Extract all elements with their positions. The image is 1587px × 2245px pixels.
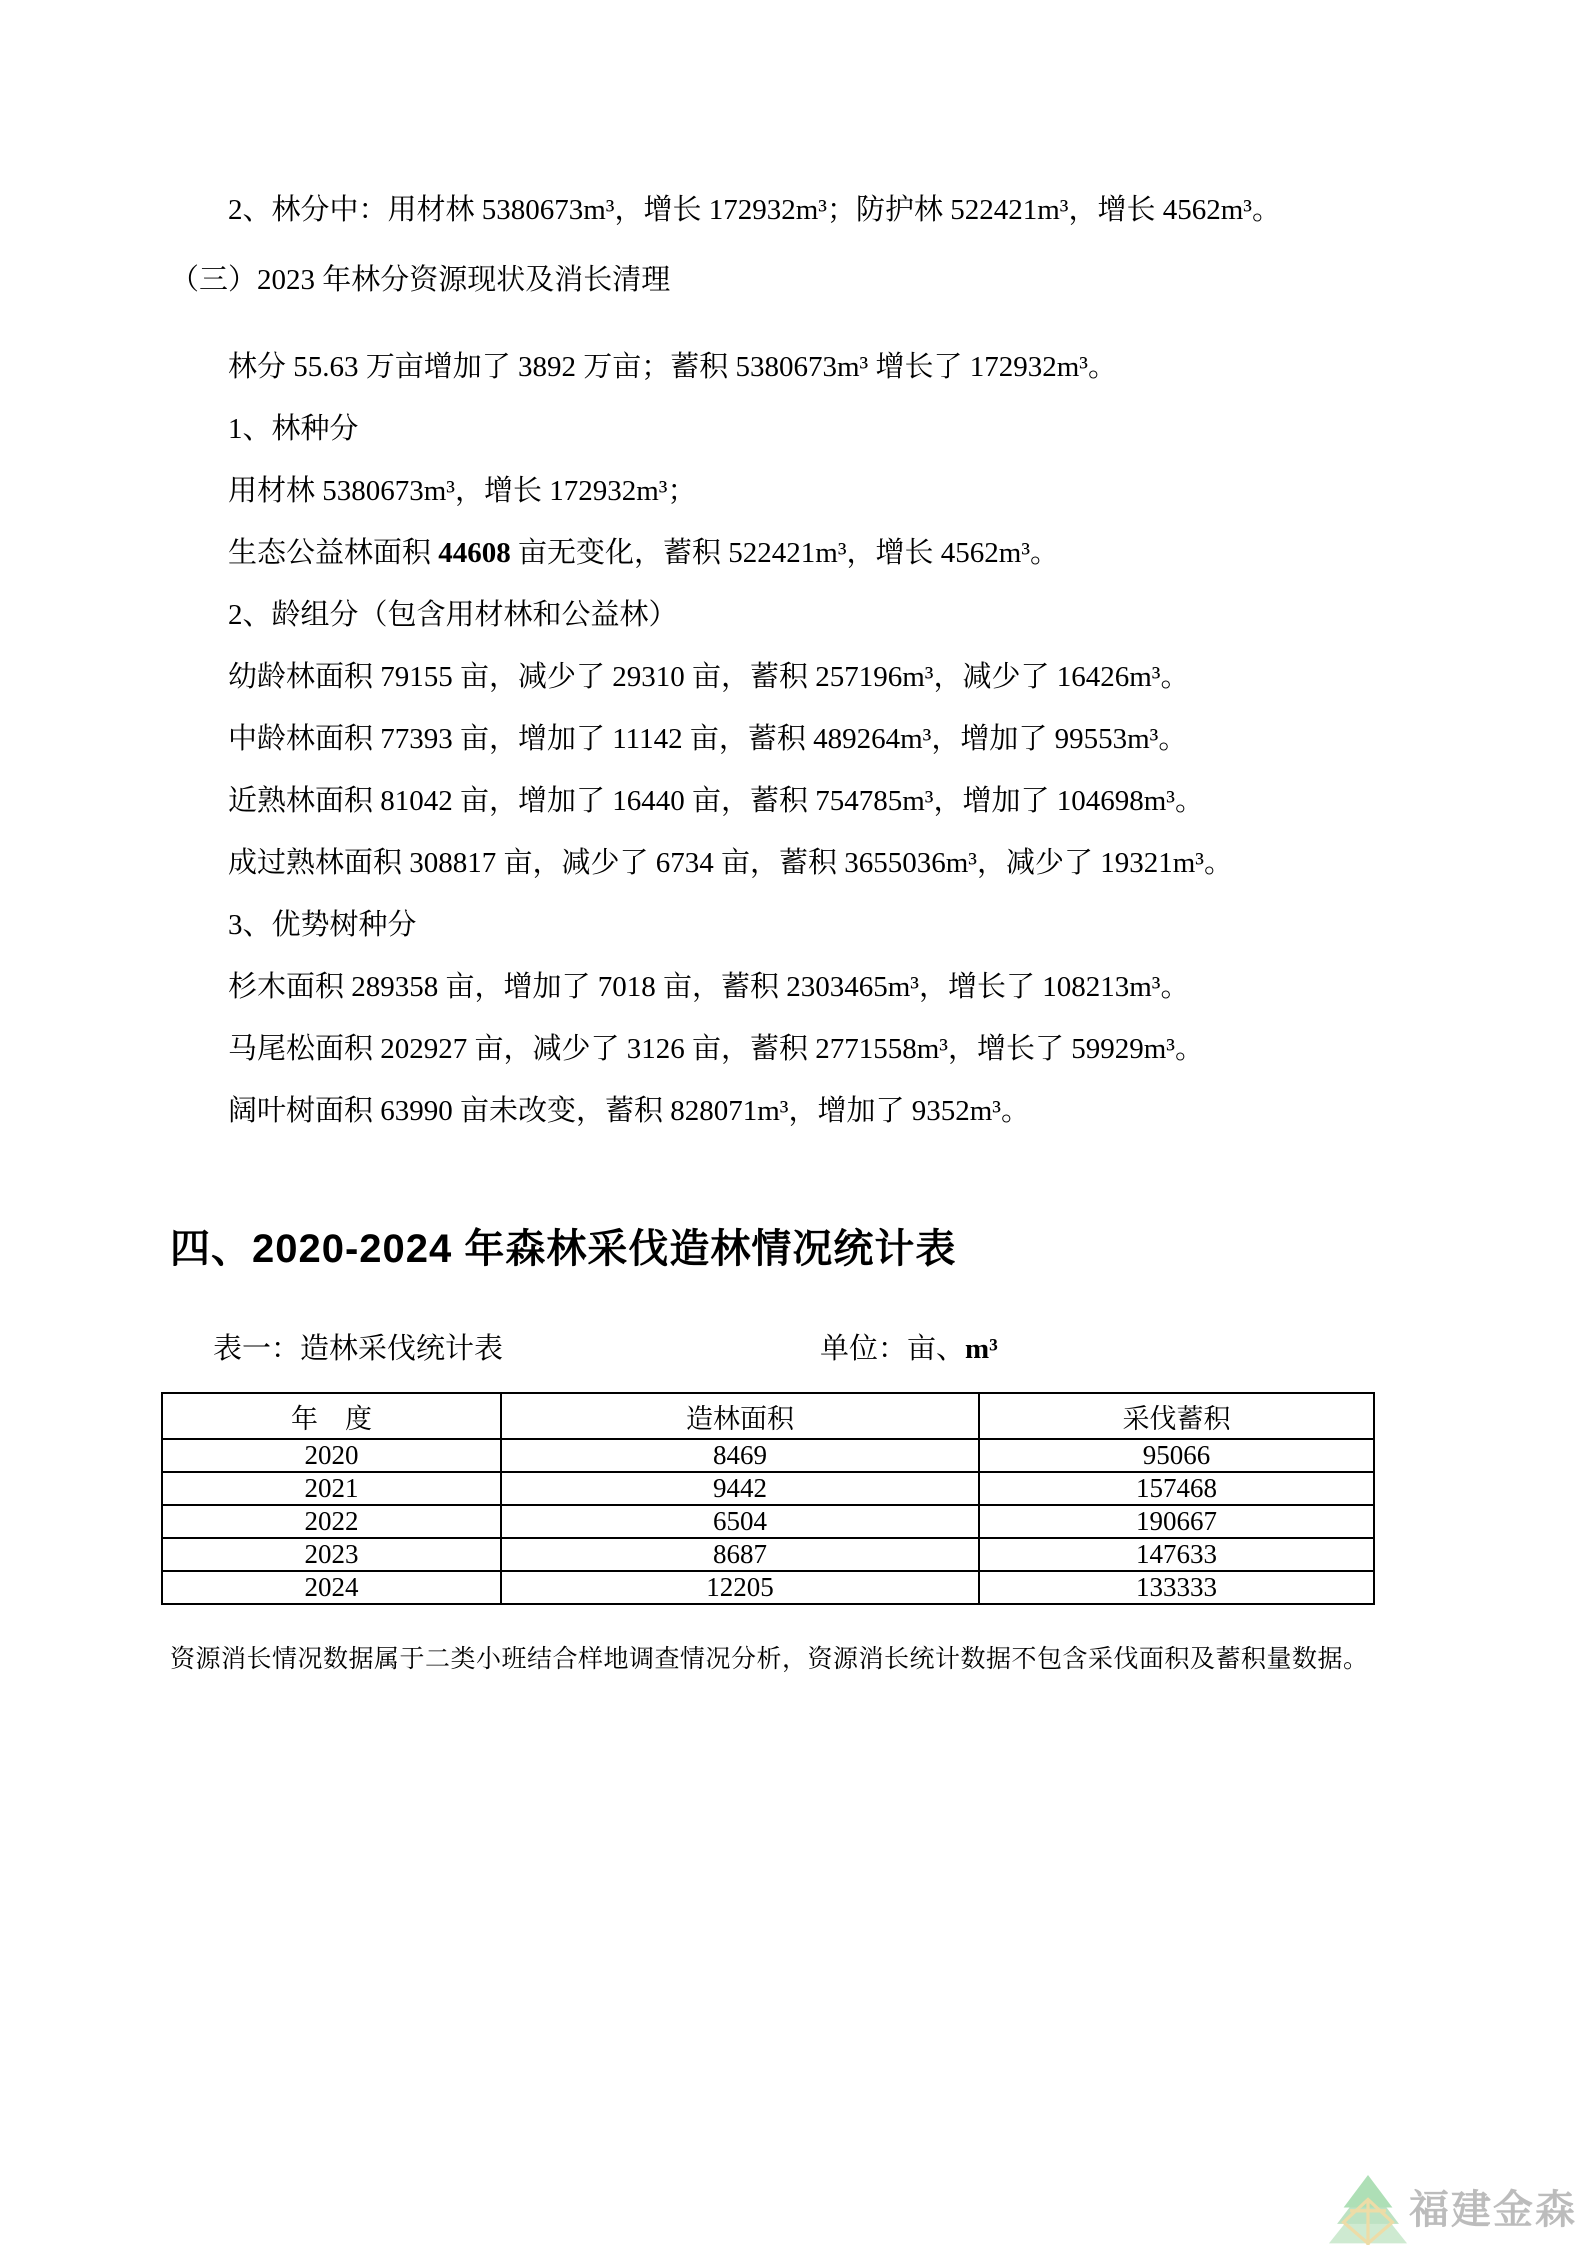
- table-header-harvest-volume: 采伐蓄积: [979, 1393, 1374, 1439]
- table-cell-area: 8469: [501, 1439, 979, 1472]
- company-logo-text: 福建金森: [1409, 2188, 1577, 2232]
- table-cell-area: 8687: [501, 1538, 979, 1571]
- paragraph-timber-forest: 用材林 5380673m³，增长 172932m³；: [228, 475, 697, 507]
- footnote-text: 资源消长情况数据属于二类小班结合样地调查情况分析，资源消长统计数据不包含采伐面积及蓄积量数据。: [170, 1645, 1369, 1673]
- list-item-1-title: 1、林种分: [228, 413, 359, 445]
- table-header-afforestation-area: 造林面积: [501, 1393, 979, 1439]
- paragraph-stand-summary: 2、林分中：用材林 5380673m³，增长 172932m³；防护林 522421m³，增长 4562m³。: [228, 194, 1282, 226]
- company-logo: [1327, 2175, 1577, 2245]
- paragraph-near-mature-forest: 近熟林面积 81042 亩，增加了 16440 亩，蓄积 754785m³，增加了 104698m³。: [228, 785, 1205, 817]
- pine-tree-icon: [1327, 2175, 1409, 2245]
- section-heading-3: （三）2023 年林分资源现状及消长清理: [170, 264, 671, 296]
- unit-label-m3: m³: [965, 1333, 998, 1365]
- list-item-3-title: 3、优势树种分: [228, 909, 417, 941]
- table-cell-year: 2021: [162, 1472, 501, 1505]
- table-cell-area: 12205: [501, 1571, 979, 1604]
- paragraph-fir: 杉木面积 289358 亩，增加了 7018 亩，蓄积 2303465m³，增长了 108213m³。: [228, 971, 1190, 1003]
- table-cell-volume: 147633: [979, 1538, 1374, 1571]
- table-row: [162, 1571, 1374, 1604]
- text-segment: 亩无变化，蓄积 522421m³，增长 4562m³。: [510, 537, 1060, 569]
- table-cell-year: 2024: [162, 1571, 501, 1604]
- table-row: [162, 1505, 1374, 1538]
- table-cell-volume: 190667: [979, 1505, 1374, 1538]
- table-header-year: 年 度: [162, 1393, 501, 1439]
- table-caption-row: [170, 1328, 1428, 1370]
- table-cell-year: 2023: [162, 1538, 501, 1571]
- table-header-row: [162, 1393, 1374, 1439]
- paragraph-middle-aged-forest: 中龄林面积 77393 亩，增加了 11142 亩，蓄积 489264m³，增加了 99553m³。: [228, 723, 1188, 755]
- table-unit-label: [820, 1328, 998, 1370]
- table-row: [162, 1439, 1374, 1472]
- table-cell-volume: 133333: [979, 1571, 1374, 1604]
- table-row: [162, 1538, 1374, 1571]
- section-4-heading: 四、2020-2024 年森林采伐造林情况统计表: [170, 1227, 957, 1271]
- table-cell-volume: 95066: [979, 1439, 1374, 1472]
- table-cell-year: 2022: [162, 1505, 501, 1538]
- paragraph-broadleaf: 阔叶树面积 63990 亩未改变，蓄积 828071m³，增加了 9352m³。: [228, 1095, 1031, 1127]
- paragraph-young-forest: 幼龄林面积 79155 亩，减少了 29310 亩，蓄积 257196m³，减少了 16426m³。: [228, 661, 1190, 693]
- table-cell-area: 6504: [501, 1505, 979, 1538]
- paragraph-mature-forest: 成过熟林面积 308817 亩，减少了 6734 亩，蓄积 3655036m³，减少了 19321m³。: [228, 847, 1234, 879]
- highlighted-number: 44608: [438, 537, 511, 569]
- table-cell-volume: 157468: [979, 1472, 1374, 1505]
- afforestation-harvest-table: [161, 1392, 1375, 1605]
- paragraph-stand-change: 林分 55.63 万亩增加了 3892 万亩；蓄积 5380673m³ 增长了 172932m³。: [228, 351, 1118, 383]
- unit-label-text: 单位：亩、: [820, 1333, 966, 1365]
- list-item-2-title: 2、龄组分（包含用材林和公益林）: [228, 599, 678, 631]
- table-caption: 表一：造林采伐统计表: [213, 1333, 504, 1365]
- table-cell-year: 2020: [162, 1439, 501, 1472]
- paragraph-ecological-forest: [170, 522, 1428, 584]
- paragraph-masson-pine: 马尾松面积 202927 亩，减少了 3126 亩，蓄积 2771558m³，增长了 59929m³。: [228, 1033, 1205, 1065]
- table-cell-area: 9442: [501, 1472, 979, 1505]
- text-segment: 生态公益林面积: [228, 537, 439, 569]
- table-row: [162, 1472, 1374, 1505]
